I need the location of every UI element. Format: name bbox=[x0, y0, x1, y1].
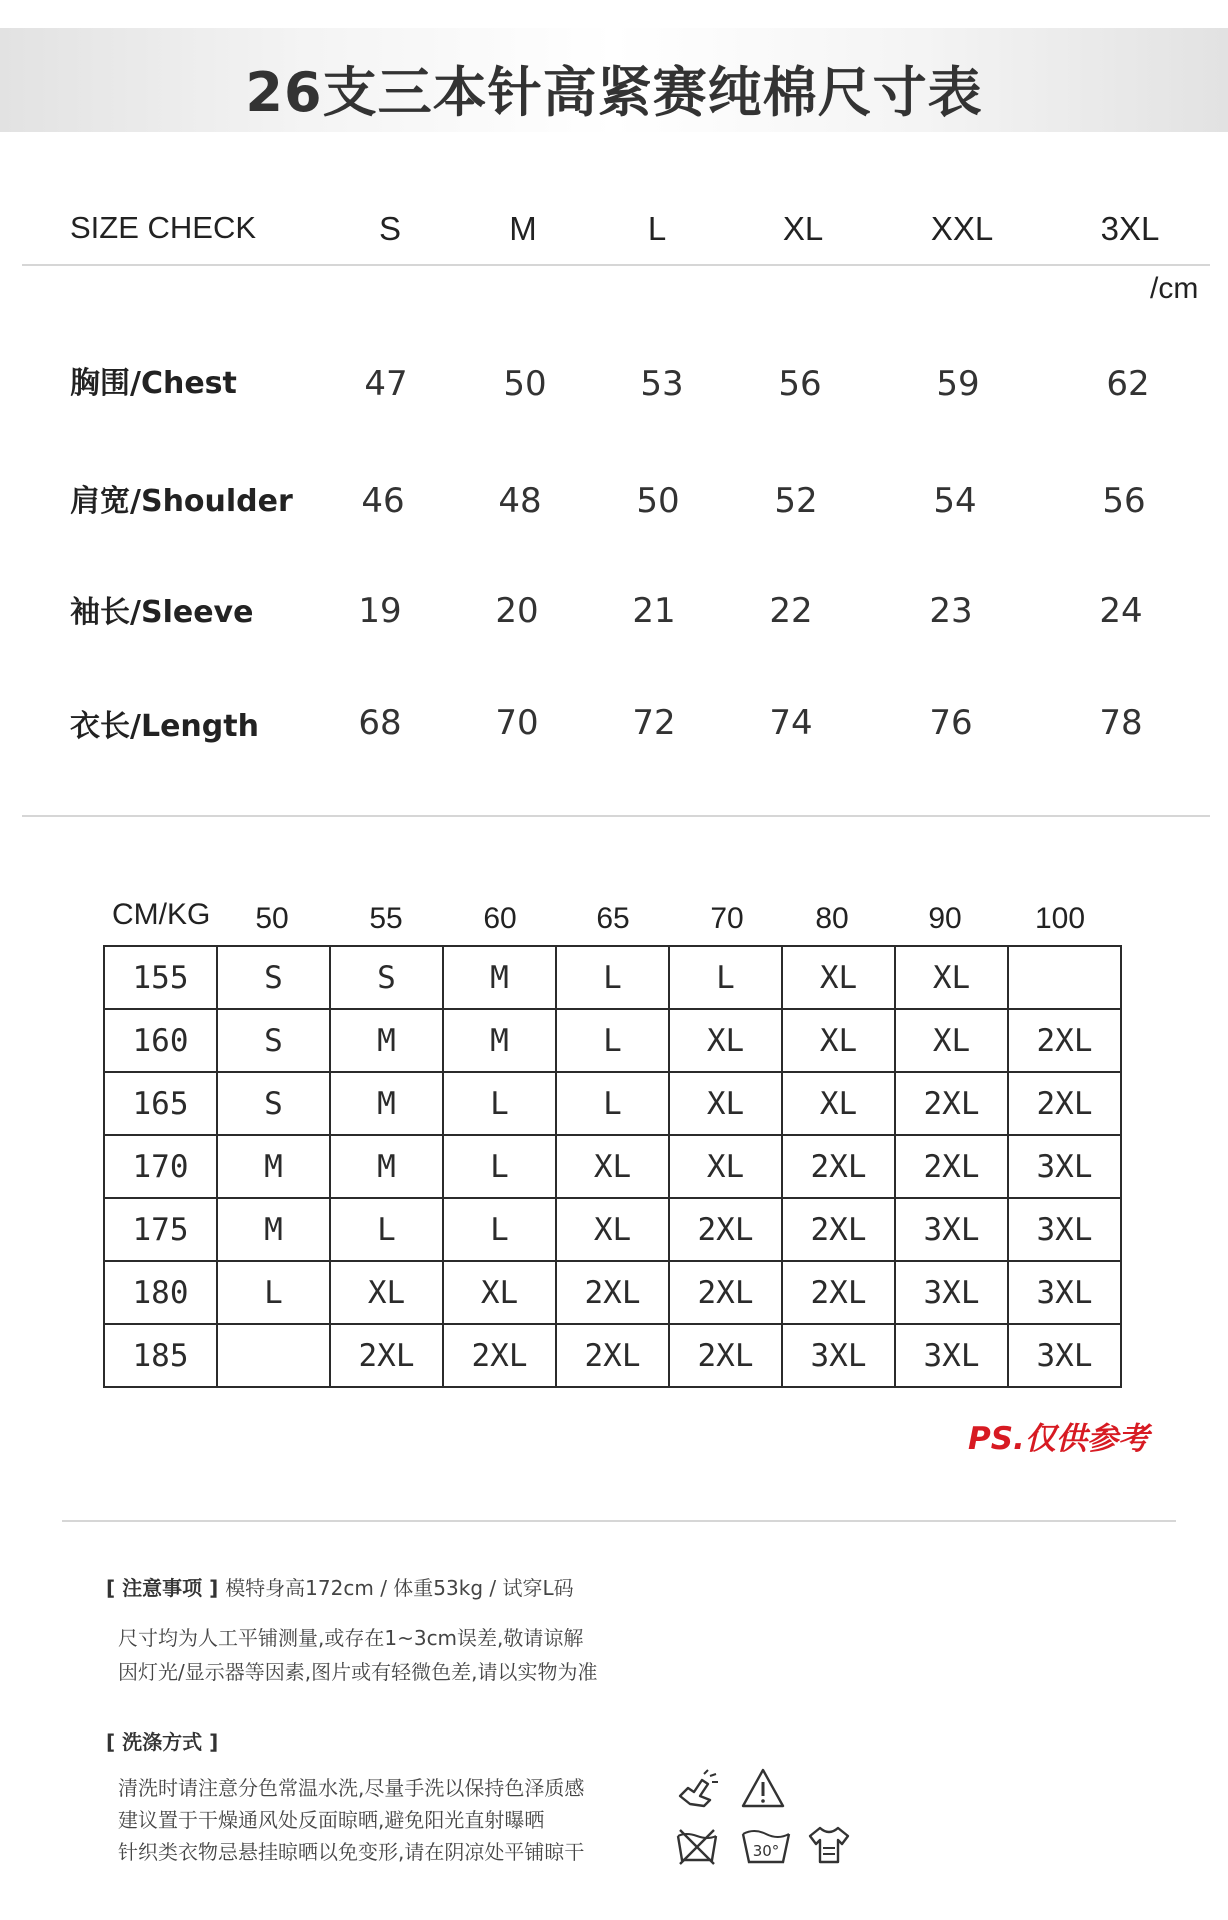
size-cell: L bbox=[443, 1072, 556, 1135]
height-cell: 160 bbox=[104, 1009, 217, 1072]
size-header-l: L bbox=[647, 210, 667, 247]
row-value: 23 bbox=[929, 591, 973, 631]
note-line: 因灯光/显示器等因素,图片或有轻微色差,请以实物为准 bbox=[118, 1660, 598, 1684]
size-header-xl: XL bbox=[782, 210, 824, 247]
size-cell: 3XL bbox=[1008, 1324, 1121, 1387]
row-value: 52 bbox=[774, 481, 818, 521]
weight-header: 90 bbox=[928, 902, 962, 935]
size-cell: M bbox=[330, 1009, 443, 1072]
row-value: 68 bbox=[358, 703, 402, 743]
size-cell: 2XL bbox=[330, 1324, 443, 1387]
hand-wash-icon bbox=[674, 1766, 720, 1812]
no-bleach-icon bbox=[674, 1822, 720, 1868]
caution-icon bbox=[740, 1766, 786, 1812]
size-header-3xl: 3XL bbox=[1100, 210, 1160, 247]
size-cell: XL bbox=[556, 1135, 669, 1198]
row-label: 肩宽/Shoulder bbox=[70, 484, 293, 519]
row-value: 54 bbox=[933, 481, 977, 521]
weight-header: 65 bbox=[596, 902, 630, 935]
row-value: 59 bbox=[936, 364, 980, 404]
size-cell: L bbox=[217, 1261, 330, 1324]
size-cell: 3XL bbox=[1008, 1198, 1121, 1261]
size-cell: M bbox=[217, 1198, 330, 1261]
size-cell: 2XL bbox=[1008, 1009, 1121, 1072]
size-header-m: M bbox=[509, 210, 537, 247]
size-cell: XL bbox=[782, 1009, 895, 1072]
size-cell: XL bbox=[782, 946, 895, 1009]
size-cell: L bbox=[556, 1009, 669, 1072]
size-cell: XL bbox=[669, 1009, 782, 1072]
row-value: 48 bbox=[498, 481, 542, 521]
row-value: 76 bbox=[929, 703, 973, 743]
size-cell: 2XL bbox=[556, 1324, 669, 1387]
row-value: 47 bbox=[364, 364, 408, 404]
size-cell: XL bbox=[556, 1198, 669, 1261]
row-value: 20 bbox=[495, 591, 539, 631]
row-label: 胸围/Chest bbox=[70, 366, 237, 401]
size-cell: 2XL bbox=[782, 1198, 895, 1261]
size-cell: 2XL bbox=[556, 1261, 669, 1324]
size-cell: XL bbox=[895, 1009, 1008, 1072]
height-cell: 165 bbox=[104, 1072, 217, 1135]
row-value: 70 bbox=[495, 703, 539, 743]
row-value: 24 bbox=[1099, 591, 1143, 631]
height-cell: 175 bbox=[104, 1198, 217, 1261]
row-value: 53 bbox=[640, 364, 684, 404]
wash-30-icon bbox=[740, 1822, 792, 1868]
row-value: 56 bbox=[778, 364, 822, 404]
wash-line: 清洗时请注意分色常温水洗,尽量手洗以保持色泽质感 bbox=[118, 1776, 585, 1800]
size-cell: M bbox=[217, 1135, 330, 1198]
size-cell: L bbox=[669, 946, 782, 1009]
row-value: 74 bbox=[769, 703, 813, 743]
weight-header: 100 bbox=[1034, 902, 1086, 935]
size-cell: XL bbox=[669, 1135, 782, 1198]
weight-header: 80 bbox=[815, 902, 849, 935]
size-cell: L bbox=[556, 1072, 669, 1135]
size-cell: 3XL bbox=[895, 1261, 1008, 1324]
size-cell bbox=[217, 1324, 330, 1387]
height-cell: 170 bbox=[104, 1135, 217, 1198]
height-cell: 185 bbox=[104, 1324, 217, 1387]
note-line: 尺寸均为人工平铺测量,或存在1~3cm误差,敬请谅解 bbox=[118, 1626, 584, 1650]
fit-grid-row bbox=[104, 1072, 1121, 1135]
fit-grid-row bbox=[104, 1009, 1121, 1072]
size-header-xxl: XXL bbox=[930, 210, 994, 247]
header-divider bbox=[22, 264, 1210, 266]
dry-flat-shirt-icon bbox=[806, 1822, 852, 1868]
fit-grid-row bbox=[104, 946, 1121, 1009]
height-cell: 180 bbox=[104, 1261, 217, 1324]
size-cell: 2XL bbox=[1008, 1072, 1121, 1135]
height-cell: 155 bbox=[104, 946, 217, 1009]
model-info: 模特身高172cm / 体重53kg / 试穿L码 bbox=[225, 1576, 574, 1600]
row-value: 19 bbox=[358, 591, 402, 631]
wash-line: 针织类衣物忌悬挂晾晒以免变形,请在阴凉处平铺晾干 bbox=[118, 1840, 585, 1864]
size-cell: 2XL bbox=[895, 1072, 1008, 1135]
grid-corner-label: CM/KG bbox=[112, 898, 211, 931]
size-cell: 3XL bbox=[895, 1198, 1008, 1261]
size-cell bbox=[1008, 946, 1121, 1009]
weight-header: 55 bbox=[369, 902, 403, 935]
size-cell: 2XL bbox=[895, 1135, 1008, 1198]
row-value: 22 bbox=[769, 591, 813, 631]
size-cell: S bbox=[217, 946, 330, 1009]
row-value: 56 bbox=[1102, 481, 1146, 521]
wash-line: 建议置于干燥通风处反面晾晒,避免阳光直射曝晒 bbox=[118, 1808, 545, 1832]
page-title: 26支三本针高紧赛纯棉尺寸表 bbox=[245, 61, 983, 124]
row-value: 72 bbox=[632, 703, 676, 743]
row-label: 袖长/Sleeve bbox=[70, 595, 254, 630]
size-cell: S bbox=[217, 1009, 330, 1072]
wash-temp-label: 30° bbox=[752, 1842, 780, 1860]
row-value: 50 bbox=[503, 364, 547, 404]
size-cell: L bbox=[556, 946, 669, 1009]
size-cell: 3XL bbox=[895, 1324, 1008, 1387]
size-cell: M bbox=[330, 1072, 443, 1135]
size-cell: M bbox=[330, 1135, 443, 1198]
size-cell: 3XL bbox=[1008, 1261, 1121, 1324]
size-cell: M bbox=[443, 946, 556, 1009]
size-cell: 2XL bbox=[669, 1324, 782, 1387]
section-divider bbox=[22, 815, 1210, 817]
row-value: 21 bbox=[632, 591, 676, 631]
washing-heading: [ 洗涤方式 ] bbox=[106, 1730, 219, 1754]
title-banner bbox=[0, 28, 1228, 132]
notes-section bbox=[106, 1572, 574, 1601]
fit-grid-row bbox=[104, 1261, 1121, 1324]
notes-divider bbox=[62, 1520, 1176, 1522]
weight-header: 70 bbox=[710, 902, 744, 935]
row-value: 46 bbox=[361, 481, 405, 521]
size-cell: 2XL bbox=[782, 1135, 895, 1198]
fit-grid-table bbox=[103, 945, 1122, 1388]
fit-grid-body bbox=[104, 946, 1121, 1387]
size-header-s: S bbox=[378, 210, 402, 247]
size-cell: M bbox=[443, 1009, 556, 1072]
fit-grid-row bbox=[104, 1324, 1121, 1387]
size-cell: 2XL bbox=[782, 1261, 895, 1324]
size-check-label: SIZE CHECK bbox=[70, 210, 257, 245]
row-value: 50 bbox=[636, 481, 680, 521]
size-cell: 3XL bbox=[1008, 1135, 1121, 1198]
fit-grid-row bbox=[104, 1198, 1121, 1261]
size-cell: L bbox=[443, 1135, 556, 1198]
row-value: 78 bbox=[1099, 703, 1143, 743]
size-cell: L bbox=[443, 1198, 556, 1261]
unit-label: /cm bbox=[1150, 272, 1199, 305]
size-cell: 2XL bbox=[443, 1324, 556, 1387]
size-cell: S bbox=[330, 946, 443, 1009]
size-cell: XL bbox=[330, 1261, 443, 1324]
size-cell: XL bbox=[669, 1072, 782, 1135]
weight-header: 50 bbox=[255, 902, 289, 935]
size-cell: 2XL bbox=[669, 1261, 782, 1324]
size-cell: S bbox=[217, 1072, 330, 1135]
size-cell: 2XL bbox=[669, 1198, 782, 1261]
row-label: 衣长/Length bbox=[70, 709, 259, 744]
size-cell: L bbox=[330, 1198, 443, 1261]
notes-heading: [ 注意事项 ] bbox=[106, 1576, 219, 1600]
reference-note: PS.仅供参考 bbox=[968, 1421, 1149, 1457]
size-cell: XL bbox=[782, 1072, 895, 1135]
fit-grid-row bbox=[104, 1135, 1121, 1198]
size-cell: XL bbox=[895, 946, 1008, 1009]
row-value: 62 bbox=[1106, 364, 1150, 404]
size-cell: 3XL bbox=[782, 1324, 895, 1387]
weight-header: 60 bbox=[483, 902, 517, 935]
size-cell: XL bbox=[443, 1261, 556, 1324]
